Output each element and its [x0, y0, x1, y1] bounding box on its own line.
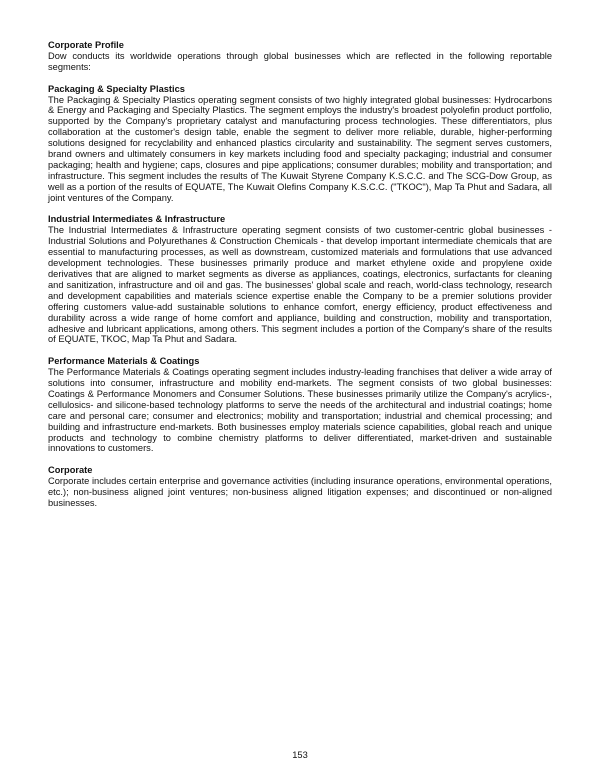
section-heading: Industrial Intermediates & Infrastructure: [48, 214, 226, 225]
section-packaging-specialty-plastics: [48, 84, 552, 204]
section-body: Corporate includes certain enterprise and governance activities (including insurance operations, environmental operations, etc.); non-business aligned joint ventures; non-business aligned litigation expenses; and discontinued or non-aligned businesses.: [48, 476, 552, 508]
section-performance-materials: [48, 356, 552, 454]
section-body: The Packaging & Specialty Plastics operating segment consists of two highly integrated global businesses: Hydrocarbons & Energy and Packaging and Specialty Plastics. The segment employs the industry's broadest polyolefin product portfolio, supported by the Company's proprietary catalyst and manufacturing process technologies. These differentiators, plus collaboration at the customer's design table, enable the segment to deliver more reliable, durable, higher-performing solutions designed for recyclability and enhanced plastics circularity and sustainability. The segment serves customers, brand owners and ultimately consumers in key markets including food and specialty packaging; industrial and consumer packaging; health and hygiene; caps, closures and pipe applications; consumer durables; mobility and transportation; and infrastructure. This segment includes the results of The Kuwait Styrene Company K.S.C.C. and The SCG-Dow Group, as well as a portion of the results of EQUATE, The Kuwait Olefins Company K.S.C.C. ("TKOC"), Map Ta Phut and Sadara, all joint ventures of the Company.: [48, 94, 552, 203]
section-industrial-intermediates: [48, 214, 552, 345]
section-corporate: [48, 465, 552, 509]
section-body: The Industrial Intermediates & Infrastructure operating segment consists of two customer-centric global businesses - Industrial Solutions and Polyurethanes & Construction Chemicals - that develop important intermediate chemicals that are essential to manufacturing processes, as well as downstream, customized materials and formulations that use advanced development technologies. These businesses primarily produce and market ethylene oxide and propylene oxide derivatives that are aligned to market segments as diverse as appliances, coatings, electronics, surfactants for cleaning and sanitization, infrastructure and oil and gas. The businesses' global scale and reach, world-class technology, research and development capabilities and materials science expertise enable the Company to be a premier solutions provider offering customers value-add sustainable solutions to enhance comfort, energy efficiency, product effectiveness and durability across a wide range of home comfort and appliance, building and construction, mobility and transportation, adhesive and lubricant applications, among others. This segment includes a portion of the Company's share of the results of EQUATE, TKOC, Map Ta Phut and Sadara.: [48, 225, 552, 345]
section-heading: Performance Materials & Coatings: [48, 356, 200, 367]
document-page: [48, 40, 552, 520]
section-heading: Corporate Profile: [48, 40, 124, 50]
section-body: Dow conducts its worldwide operations through global businesses which are reflected in the following reportable segments:: [48, 50, 552, 72]
section-body: The Performance Materials & Coatings operating segment includes industry-leading franchises that deliver a wide array of solutions into consumer, infrastructure and mobility end-markets. The segment consists of two global businesses: Coatings & Performance Monomers and Consumer Solutions. These businesses primarily utilize the Company's acrylics-, cellulosics- and silicone-based technology platforms to serve the needs of the architectural and industrial coatings; home care and personal care; consumer and electronics; mobility and transportation; industrial and chemical processing; and building and infrastructure end-markets. Both businesses employ materials science capabilities, global reach and unique products and technology to combine chemistry platforms to deliver differentiated, market-driven and sustainable innovations to customers.: [48, 367, 552, 454]
section-corporate-profile: [48, 40, 552, 73]
section-heading: Corporate: [48, 465, 93, 476]
section-heading: Packaging & Specialty Plastics: [48, 83, 185, 94]
page-number: 153: [292, 750, 308, 760]
